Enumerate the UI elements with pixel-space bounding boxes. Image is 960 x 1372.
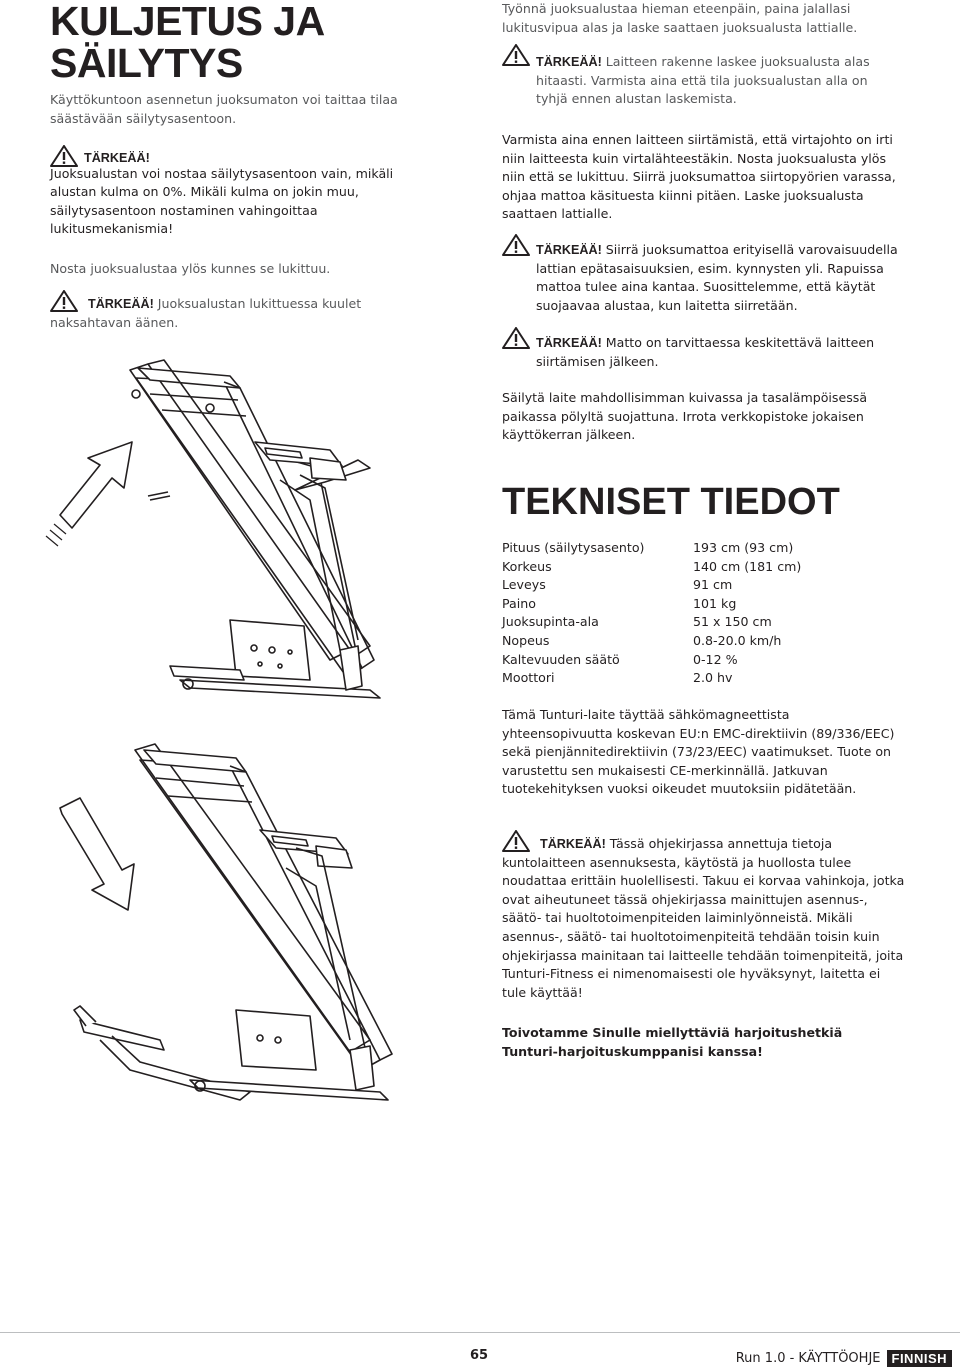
warning-centering [502,327,902,371]
treadmill-raise-illustration [40,350,430,710]
specs-row [502,632,801,651]
moving-instruction: Varmista aina ennen laitteen siirtämistä, että virtajohto on irti niin laitteesta kuin virtalähteestäkin. Nosta juoksualusta ylös niin että se lukittuu. Siirrä juoksumattoa siirtopyörien varassa, ohjaa mattoa käsituesta kiinni pitäen. Laske juoksualusta saattaen lattialle. [502,132,896,222]
specs-row [502,558,801,577]
down-arrow-icon [60,798,134,910]
warning-label: TÄRKEÄÄ! [88,297,154,311]
warning-manual [502,830,907,1002]
warning-label: TÄRKEÄÄ! [536,336,602,350]
title-line-2: SÄILYTYS [50,40,243,86]
warning-text-start: Laitteen rakenne laskee juoksualusta alas hitaasti. Varmista aina että tila juoksualustan alla on tyhjä ennen alustan laskemista. [536,54,870,107]
spec-value: 140 cm (181 cm) [693,558,802,574]
warning-text: Tässä ohjekirjassa annettuja tietoja kuntolaitteen asennuksesta, käytöstä ja huollosta tulee noudattaa erittäin huolellisesti. Takuu ei korvaa vahinkoja, jotka ovat aiheutuneet tässä ohjekirjassa mainittujen asennus-, säätö- tai huoltotoimenpiteiden laiminlyönneistä. Mikäli asennus-, säätö- tai huoltotoimenpiteitä tehdään toisin kuin ohjekirjassa mainitaan tai laitteelle tehdään toimenpiteitä, joita Tunturi-Fitness ei nimenomaisesti ole hyväksynyt, laitetta ei tule käyttää! [502,836,905,1000]
up-arrow-icon [46,442,132,546]
warning-label: TÄRKEÄÄ! [84,151,150,165]
manual-name: Run 1.0 - KÄYTTÖOHJE [735,1351,881,1366]
lift-instruction: Nosta juoksualustaa ylös kunnes se lukittuu. [50,261,331,276]
spec-label: Nopeus [502,632,550,648]
storage-instruction: Säilytä laite mahdollisimman kuivassa ja tasalämpöisessä paikassa pölyltä suojattuna. Irrota verkkopistoke jokaisen käyttökerran jälkeen. [502,390,868,443]
warning-triangle-icon [502,234,530,256]
warning-triangle-icon [502,327,530,349]
spec-value: 101 kg [693,595,737,611]
page-number: 65 [470,1348,489,1363]
footer-divider [0,1332,960,1333]
spec-label: Kaltevuuden säätö [502,651,620,667]
specs-row [502,669,801,688]
warning-label: TÄRKEÄÄ! [536,243,602,257]
warning-angle [50,145,420,239]
intro-paragraph: Käyttökuntoon asennetun juoksumaton voi taittaa tilaa säästävään säilytysasentoon. [50,92,398,126]
footer-info [736,1350,952,1367]
spec-label: Juoksupinta-ala [502,614,599,630]
specs-row [502,539,801,558]
warning-text: Juoksualustan voi nostaa säilytysasentoon vain, mikäli alustan kulma on 0%. Mikäli kulma on jokin muu, säilytysasentoon nostaminen vahingoittaa lukitusmekanismia! [50,165,394,237]
spec-label: Moottori [502,670,555,686]
language-badge: FINNISH [887,1350,953,1367]
push-instruction: Työnnä juoksualustaa hieman eteenpäin, paina jalallasi lukitusvipua alas ja laske saattaen juoksualusta lattialle. [502,1,858,35]
spec-value: 0.8-20.0 km/h [693,632,782,648]
spec-label: Paino [502,595,536,611]
warning-thresholds [502,234,902,315]
warning-text: Matto on tarvittaessa keskitettävä laitteen siirtämisen jälkeen. [536,335,875,369]
warning-triangle-icon [50,290,78,312]
treadmill-lower-illustration [40,740,430,1120]
specs-row [502,576,801,595]
warning-slow-lowering [502,44,902,109]
warning-label: TÄRKEÄÄ! [540,837,606,851]
specs-row [502,613,801,632]
warning-triangle-icon [502,44,530,66]
specs-table [502,539,801,688]
title-line-1: KULJETUS JA [50,0,325,44]
spec-value: 91 cm [693,577,733,593]
specs-row [502,595,801,614]
warning-text: Juoksualustan lukittuessa kuulet naksahtavan äänen. [50,296,362,330]
specs-title: TEKNISET TIEDOT [502,481,840,523]
spec-value: 193 cm (93 cm) [693,540,794,555]
warning-triangle-icon [50,145,78,167]
spec-label: Korkeus [502,558,552,574]
warning-triangle-icon [502,830,530,852]
closing-message: Toivotamme Sinulle miellyttäviä harjoitushetkiä Tunturi-harjoituskumppanisi kanssa! [502,1025,843,1059]
emc-statement: Tämä Tunturi-laite täyttää sähkömagneettista yhteensopivuutta koskevan EU:n EMC-direktiivin (89/336/EEC) sekä pienjännitedirektiivin (73/23/EEC) vaatimukset. Tuote on varustettu sen mukaisesti CE-merkinnällä. Jatkuvan tuotekehityksen vuoksi oikeudet muutoksiin pidätetään. [502,707,895,797]
spec-label: Pituus (säilytysasento) [502,540,645,555]
warning-label: TÄRKEÄÄ! [536,55,602,69]
spec-value: 2.0 hv [693,670,733,686]
spec-value: 51 x 150 cm [693,614,772,630]
warning-text: Siirrä juoksumattoa erityisellä varovaisuudella lattian epätasaisuuksien, esim. kynnysten yli. Rapuissa mattoa tulee aina kantaa. Suosittelemme, että käytät suojaavaa alustaa, kun laitetta siirretään. [536,242,898,313]
spec-label: Leveys [502,577,546,593]
section-title [50,0,325,84]
spec-value: 0-12 % [693,651,738,667]
warning-click [50,290,410,332]
specs-row [502,651,801,670]
